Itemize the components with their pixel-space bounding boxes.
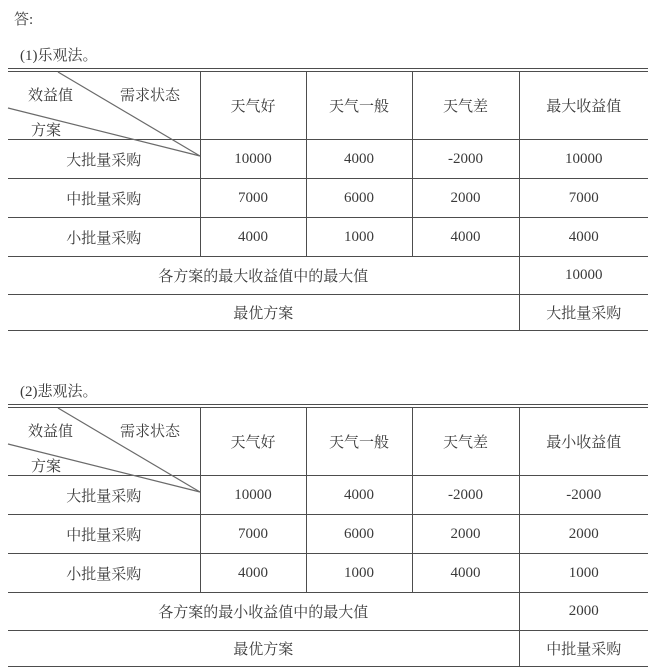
value-cell: 2000 xyxy=(412,515,519,554)
value-cell: 1000 xyxy=(306,554,412,593)
table-row xyxy=(8,140,648,179)
section-pessimistic xyxy=(8,380,662,667)
section-title-optimistic: (1)乐观法。 xyxy=(20,48,98,64)
table-row xyxy=(8,476,648,515)
value-cell: 7000 xyxy=(519,179,648,218)
col-header-weather-average: 天气一般 xyxy=(306,406,412,476)
value-cell: 4000 xyxy=(306,476,412,515)
corner-label-benefit: 效益值 xyxy=(28,424,74,440)
summary-label: 各方案的最大收益值中的最大值 xyxy=(8,257,519,295)
table-row xyxy=(8,515,648,554)
answer-label: 答: xyxy=(14,12,34,28)
value-cell: -2000 xyxy=(412,140,519,179)
col-header-max-benefit: 最大收益值 xyxy=(519,70,648,140)
plan-cell: 中批量采购 xyxy=(8,179,200,218)
plan-cell: 中批量采购 xyxy=(8,515,200,554)
value-cell: -2000 xyxy=(412,476,519,515)
summary-label: 各方案的最小收益值中的最大值 xyxy=(8,593,519,631)
col-header-min-benefit: 最小收益值 xyxy=(519,406,648,476)
decision-table-pessimistic xyxy=(8,404,648,667)
value-cell: 2000 xyxy=(519,515,648,554)
value-cell: 1000 xyxy=(519,554,648,593)
plan-cell: 小批量采购 xyxy=(8,554,200,593)
plan-cell: 大批量采购 xyxy=(8,140,200,179)
optimal-plan-value: 大批量采购 xyxy=(519,295,648,331)
diagonal-header-cell xyxy=(8,406,200,476)
value-cell: 2000 xyxy=(412,179,519,218)
summary-row xyxy=(8,593,648,631)
col-header-weather-bad: 天气差 xyxy=(412,406,519,476)
value-cell: 7000 xyxy=(200,179,306,218)
diagonal-header-cell xyxy=(8,70,200,140)
value-cell: -2000 xyxy=(519,476,648,515)
value-cell: 4000 xyxy=(306,140,412,179)
col-header-weather-average: 天气一般 xyxy=(306,70,412,140)
value-cell: 10000 xyxy=(200,476,306,515)
section-title-pessimistic: (2)悲观法。 xyxy=(20,384,98,400)
summary-value: 2000 xyxy=(519,593,648,631)
summary-row xyxy=(8,257,648,295)
summary-value: 10000 xyxy=(519,257,648,295)
value-cell: 4000 xyxy=(412,554,519,593)
col-header-weather-bad: 天气差 xyxy=(412,70,519,140)
value-cell: 1000 xyxy=(306,218,412,257)
optimal-plan-label: 最优方案 xyxy=(8,295,519,331)
value-cell: 4000 xyxy=(412,218,519,257)
optimal-plan-row xyxy=(8,295,648,331)
corner-label-benefit: 效益值 xyxy=(28,88,74,104)
value-cell: 4000 xyxy=(200,554,306,593)
value-cell: 6000 xyxy=(306,515,412,554)
corner-label-demand-state: 需求状态 xyxy=(120,88,181,104)
corner-label-demand-state: 需求状态 xyxy=(120,424,181,440)
col-header-weather-good: 天气好 xyxy=(200,70,306,140)
col-header-weather-good: 天气好 xyxy=(200,406,306,476)
optimal-plan-row xyxy=(8,631,648,667)
header-row xyxy=(8,70,648,140)
plan-cell: 大批量采购 xyxy=(8,476,200,515)
corner-label-plan: 方案 xyxy=(31,123,62,139)
table-row xyxy=(8,179,648,218)
value-cell: 6000 xyxy=(306,179,412,218)
value-cell: 4000 xyxy=(519,218,648,257)
optimal-plan-label: 最优方案 xyxy=(8,631,519,667)
decision-table-optimistic xyxy=(8,68,648,331)
plan-cell: 小批量采购 xyxy=(8,218,200,257)
corner-label-plan: 方案 xyxy=(31,459,62,475)
table-row xyxy=(8,554,648,593)
header-row xyxy=(8,406,648,476)
value-cell: 4000 xyxy=(200,218,306,257)
value-cell: 7000 xyxy=(200,515,306,554)
value-cell: 10000 xyxy=(200,140,306,179)
optimal-plan-value: 中批量采购 xyxy=(519,631,648,667)
value-cell: 10000 xyxy=(519,140,648,179)
table-row xyxy=(8,218,648,257)
section-optimistic xyxy=(8,44,662,331)
